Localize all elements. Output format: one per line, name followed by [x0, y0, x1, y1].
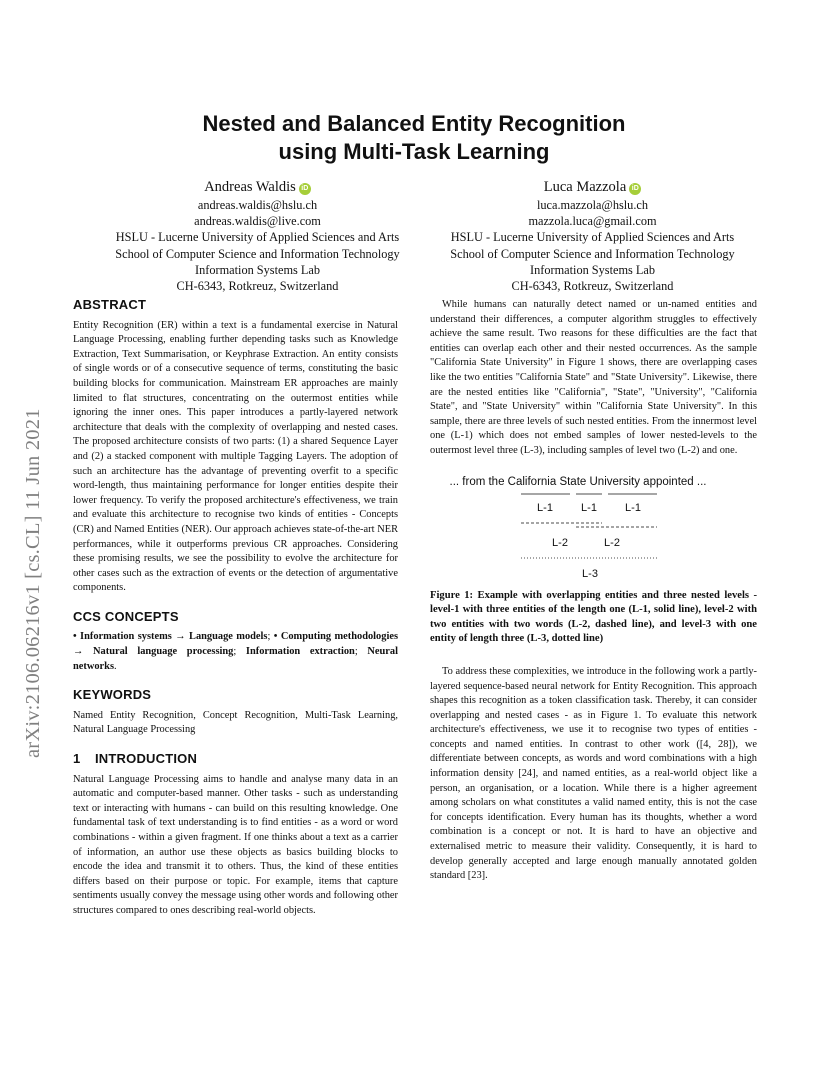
author-affiliation: HSLU - Lucerne University of Applied Sciences and Arts [450, 230, 735, 245]
author-affiliation: School of Computer Science and Information Technology [450, 246, 735, 261]
introduction-heading [73, 752, 398, 767]
author-email: andreas.waldis@live.com [194, 214, 321, 229]
author-email: luca.mazzola@hslu.ch [536, 198, 649, 212]
orcid-icon[interactable]: iD [299, 183, 311, 195]
ccs-term: • Computing methodologies → Natural language processing [73, 631, 398, 658]
author-address: CH-6343, Rotkreuz, Switzerland [511, 279, 674, 294]
nested-entity-diagram [430, 473, 757, 583]
ccs-heading: CCS CONCEPTS [73, 608, 179, 624]
label-l3: L-3 [582, 567, 598, 580]
body-paragraph: To address these complexities, we introduce in the following work a partly-layered sequence-based neural network for Entity Recognition. This approach shapes this recognition as a token classification task. Thereby, it can consider overlapping and nested cases - as in Figure 1. To evaluate this network architecture's effectiveness, we use it to recognise two types of entities - concepts and named entities. In contrast to other work ([4, 28]), we differentiate between concepts, as words and word combinations with a high information density [24], and named entities, as a real-world object like a person, an organisation, or a location. While there is a higher agreement among scholars on what constitutes a valid named entity, this is not the case for concepts identification. Every human has its thoughts, whether a word combination is a concept or not. It is hard to have an objective and externalised metric to measure their validity. Consequently, it is hard to develop generally accepted and large enough manually annotated golden standard [23]. [430, 665, 757, 882]
paper-title [60, 110, 768, 166]
label-l2: L-2 [604, 536, 620, 549]
body-paragraph: While humans can naturally detect named or un-named entities and understand their differences, a computer algorithm struggles to effectively achieve the same result. Two reasons for these difficulties are the fact that entities can overlap each other and their nested occurrences. As the sample "California State University" in Figure 1 shows, there are overlapping cases like the two entities "California State" and "State University". Likewise, there are the nested entities like "California", "State", "University", "California State", and "State University" within "California State University". In this sample, there are three levels of such nested entities. From the innermost level one (L-1) which does not embed samples of lower nested-levels to the outermost level three (L-3), including samples of level two (L-2) and one. [430, 299, 757, 456]
figure-caption: Figure 1: Example with overlapping entities and three nested levels - level-1 with three entities of the length one (L-1, solid line), level-2 with two entities with two words (L-2, dashed line), and level-3 with one entity of length three (L-3, dotted line) [430, 589, 757, 645]
keywords-text: Named Entity Recognition, Concept Recognition, Multi-Task Learning, Natural Language Processing [73, 709, 398, 736]
author-affiliation: Information Systems Lab [195, 262, 320, 277]
label-l1: L-1 [625, 501, 641, 514]
author-block-2 [405, 178, 780, 294]
author-affiliation: HSLU - Lucerne University of Applied Sciences and Arts [115, 230, 400, 245]
section-number: 1 [73, 751, 81, 767]
arxiv-identifier-stamp: arXiv:2106.06216v1 [cs.CL] 11 Jun 2021 [22, 408, 44, 758]
author-address: CH-6343, Rotkreuz, Switzerland [176, 279, 339, 294]
title-line-2: using Multi-Task Learning [278, 139, 550, 164]
figure-1 [430, 473, 757, 583]
figure-sentence: ... from the California State University appointed ... [449, 475, 707, 488]
abstract-heading: ABSTRACT [73, 297, 147, 312]
author-affiliation: Information Systems Lab [530, 262, 655, 277]
ccs-term: • Information systems → Language models [73, 631, 268, 643]
introduction-paragraph: Natural Language Processing aims to handle and analyse many data in an automatic and computer-based manner. Other tasks - such as understanding text or interacting with humans - can build on this resulting knowledge. One fundamental task of text understanding is to find entities - as a word or word combinations - within a given fragment. If one thinks about a text as a carrier of information, an author use these objects as basics building blocks to encode the idea and transmit it to others. Thus, the kind of these entities differs based on their purpose or topic. For example, items that capture sentiments usually convey the message using other words and following other structures compared to ones describing real-world objects. [73, 773, 398, 916]
author-name: Luca Mazzola [543, 179, 627, 195]
label-l1: L-1 [581, 501, 597, 514]
author-block-1 [70, 178, 445, 294]
label-l2: L-2 [552, 536, 568, 549]
title-line-1: Nested and Balanced Entity Recognition [202, 111, 626, 136]
author-affiliation: School of Computer Science and Information Technology [115, 246, 400, 261]
author-name: Andreas Waldis [204, 179, 296, 195]
right-column [430, 298, 757, 884]
left-column [73, 298, 398, 919]
ccs-concepts-text: • Information systems → Language models; • Computing methodologies → Natural language processing; Information extraction; Neural networks. [73, 631, 398, 672]
author-email: mazzola.luca@gmail.com [528, 214, 657, 229]
orcid-icon[interactable]: iD [629, 183, 641, 195]
ccs-term: Neural networks [73, 646, 398, 672]
keywords-heading: KEYWORDS [73, 687, 152, 703]
author-email: andreas.waldis@hslu.ch [197, 198, 318, 212]
label-l1: L-1 [537, 501, 553, 514]
section-title: INTRODUCTION [95, 751, 198, 767]
abstract-text: Entity Recognition (ER) within a text is a fundamental exercise in Natural Language Processing, enabling further depending tasks such as Knowledge Extraction, Text Summarisation, or Keyphrase Extraction. An entity consists of single words or of a consecutive sequence of terms, constituting the basic building blocks for communication. Mainstream ER approaches are mainly limited to flat structures, concentrating on the outermost entities while ignoring the inner ones. This paper introduces a partly-layered network architecture that deals with the complexity of overlapping and nested cases. The proposed architecture consists of two parts: (1) a shared Sequence Layer and (2) a stacked component with multiple Tagging Layers. The adoption of such an architecture has the advantage of preventing overfit to a specific word-length, thus maintaining performance for longer entities despite their lower frequency. To verify the proposed architecture's effectiveness, we train and evaluate this architecture to recognise two kinds of entities - Concepts (CR) and Named Entities (NER). Our approach achieves state-of-the-art NER performances, while it outperforms previous CR approaches. Considering these promising results, we see the possibility to evolve the architecture for other cases such as the extraction of events or the detection of argumentative components. [73, 319, 398, 594]
ccs-term: Information extraction [245, 646, 355, 658]
